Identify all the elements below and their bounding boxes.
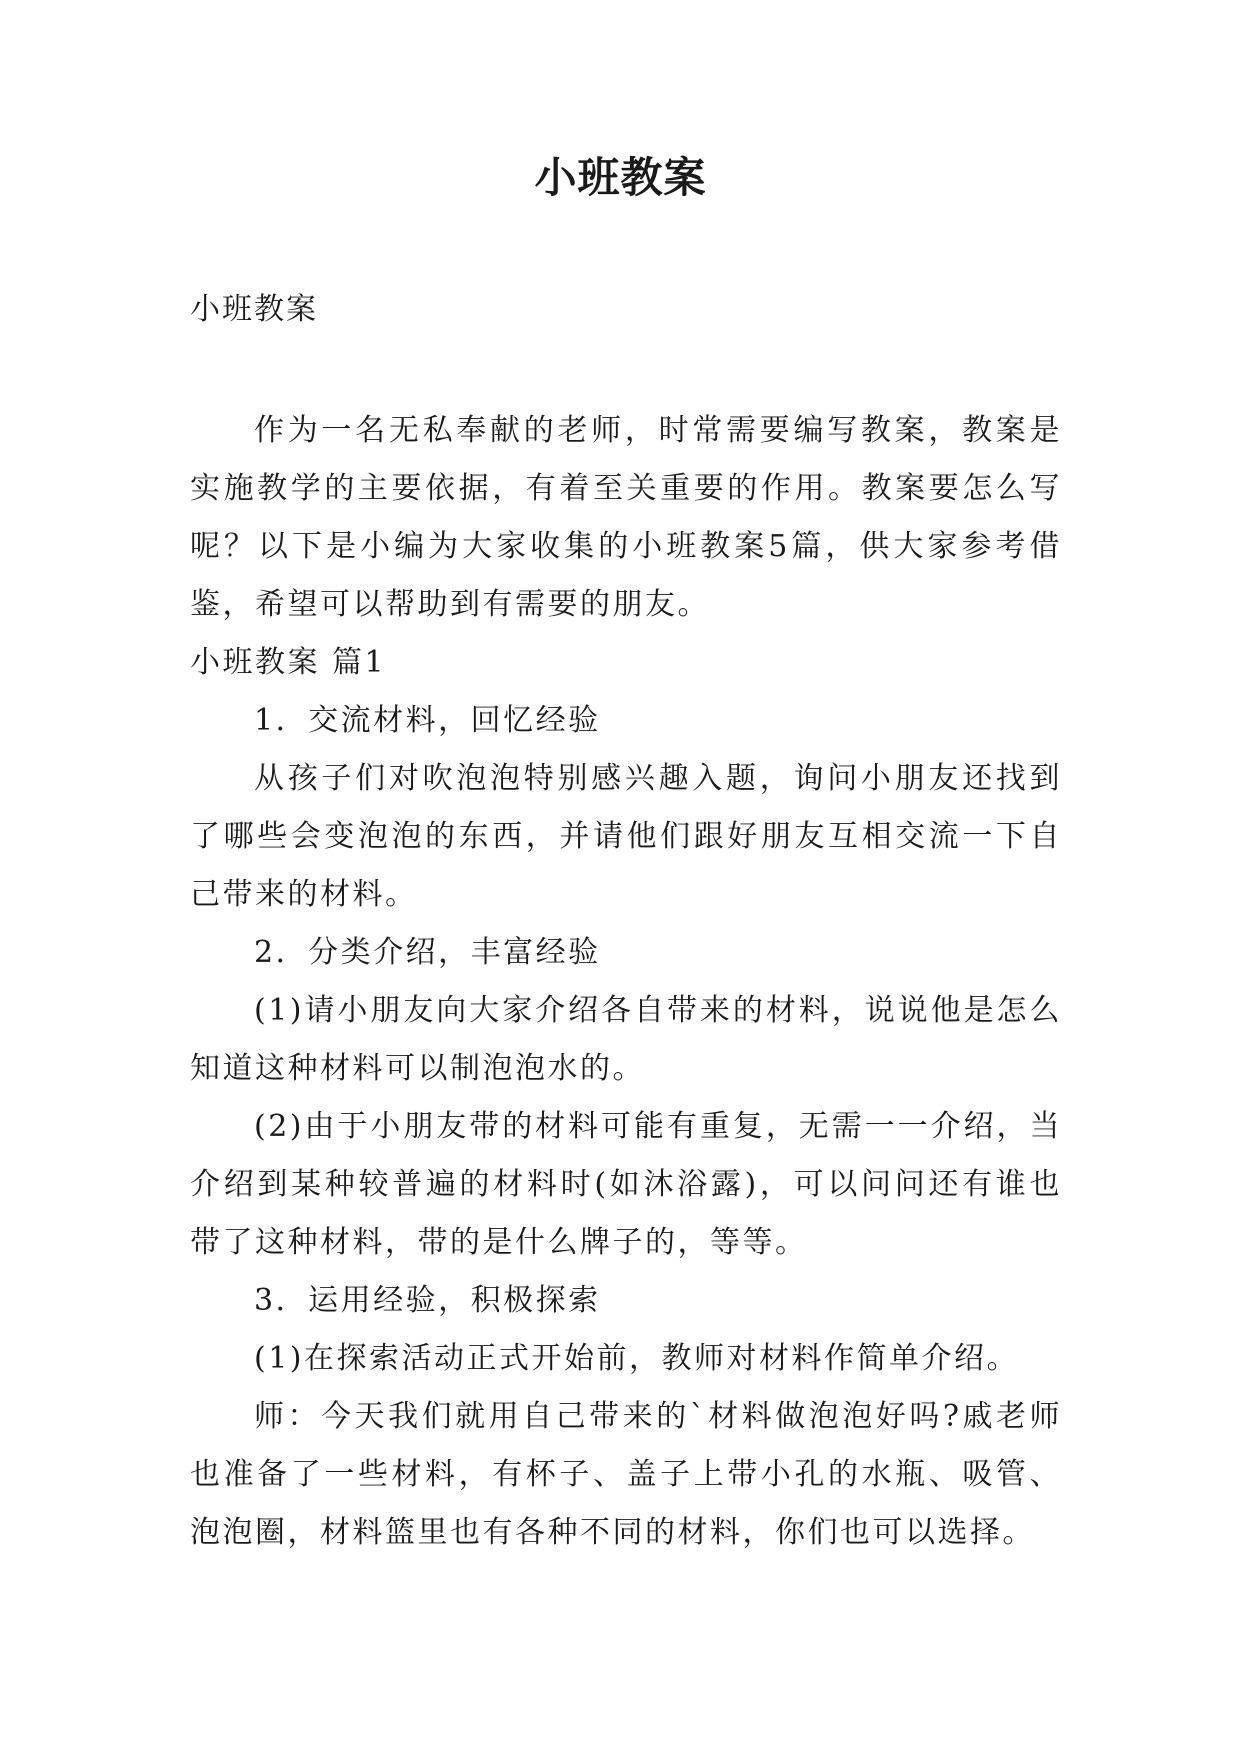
document-body	[190, 402, 1062, 1562]
document-subtitle: 小班教案	[190, 292, 318, 327]
step-heading-1: 1．交流材料，回忆经验	[254, 703, 601, 738]
document-title: 小班教案	[534, 153, 707, 202]
paragraph-3: (2)由于小朋友带的材料可能有重复，无需一一介绍，当介绍到某种较普遍的材料时(如沐浴露)，可以问问还有谁也带了这种材料，带的是什么牌子的，等等。	[190, 1109, 1062, 1260]
paragraph-2: (1)请小朋友向大家介绍各自带来的材料，说说他是怎么知道这种材料可以制泡泡水的。	[190, 993, 1062, 1086]
step-heading-2: 2．分类介绍，丰富经验	[254, 935, 601, 970]
step-heading-3: 3．运用经验，积极探索	[254, 1283, 601, 1318]
section-heading: 小班教案 篇1	[190, 645, 387, 680]
paragraph-4: (1)在探索活动正式开始前，教师对材料作简单介绍。	[254, 1341, 1019, 1376]
paragraph-1: 从孩子们对吹泡泡特别感兴趣入题，询问小朋友还找到了哪些会变泡泡的东西，并请他们跟好朋友互相交流一下自己带来的材料。	[190, 761, 1062, 912]
paragraph-5: 师：今天我们就用自己带来的`材料做泡泡好吗?戚老师也准备了一些材料，有杯子、盖子上带小孔的水瓶、吸管、泡泡圈，材料篮里也有各种不同的材料，你们也可以选择。	[190, 1399, 1062, 1550]
intro-paragraph: 作为一名无私奉献的老师，时常需要编写教案，教案是实施教学的主要依据，有着至关重要的作用。教案要怎么写呢？以下是小编为大家收集的小班教案5篇，供大家参考借鉴，希望可以帮助到有需要的朋友。	[190, 413, 1062, 622]
